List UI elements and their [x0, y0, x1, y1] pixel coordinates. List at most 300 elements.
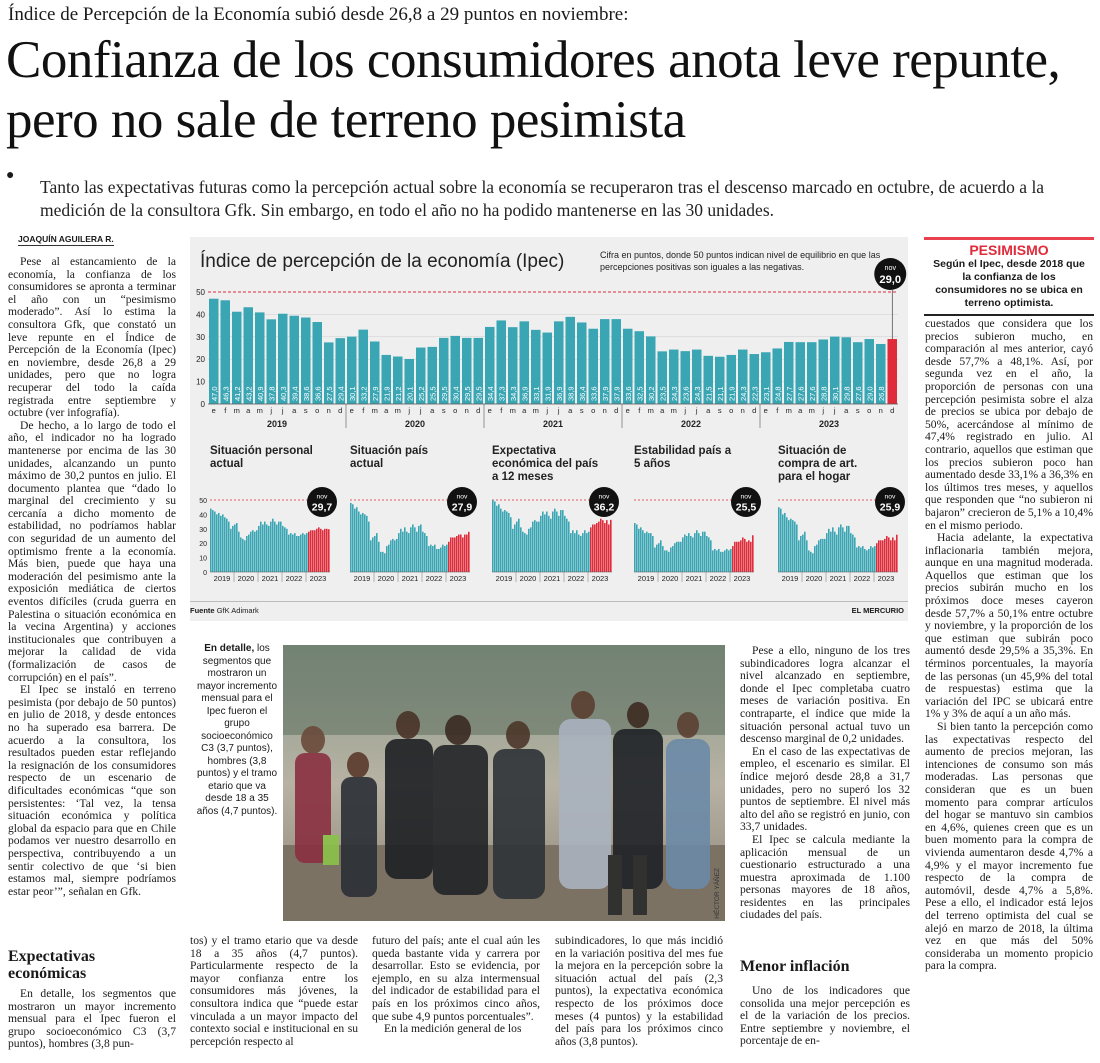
main-bar-data-label: 41,2: [232, 386, 242, 401]
small-bar: [584, 530, 586, 572]
small-bar: [542, 512, 544, 572]
small-bar: [412, 524, 414, 572]
main-bar-data-label: 30,1: [830, 386, 840, 401]
small-bar: [698, 533, 700, 572]
small-bar: [266, 524, 268, 572]
small-bar: [454, 537, 456, 572]
small-bar: [260, 522, 262, 572]
main-x-year-label: 2022: [680, 419, 702, 429]
small-bar: [560, 510, 562, 572]
small-bar: [660, 540, 662, 572]
paragraph: En la medición general de los: [384, 1022, 522, 1036]
small-x-year-label: 2021: [261, 574, 279, 583]
main-bar-data-label: 22,3: [750, 386, 760, 401]
small-bar: [738, 542, 740, 572]
small-bar: [492, 500, 494, 572]
small-bar: [444, 546, 446, 572]
small-bar: [602, 520, 604, 572]
main-bar-data-label: 24,8: [773, 386, 783, 401]
small-bar: [438, 549, 440, 572]
main-bar-data-label: 24,3: [669, 386, 679, 401]
small-bar: [668, 552, 670, 572]
small-chart-title: [210, 445, 313, 470]
main-bar-data-label: 37,9: [612, 386, 622, 401]
main-x-month-label: m: [256, 406, 263, 415]
small-bar: [298, 536, 300, 572]
small-chart-title-line: Estabilidad país a: [634, 445, 732, 457]
small-bar: [286, 529, 288, 572]
main-x-month-label: j: [546, 406, 549, 415]
small-x-year-label: 2021: [829, 574, 847, 583]
small-bar: [652, 536, 654, 572]
small-bar: [802, 535, 804, 572]
small-bar: [686, 536, 688, 572]
main-x-month-label: m: [647, 406, 654, 415]
small-bar: [798, 540, 800, 572]
subhead-expectativas: Expectativas económicas: [8, 948, 96, 982]
small-highlight-label: nov: [598, 493, 610, 501]
main-bar-data-label: 27,7: [784, 386, 794, 401]
main-x-month-label: d: [338, 406, 343, 415]
small-bar: [450, 537, 452, 572]
small-highlight-value: 36,2: [593, 501, 615, 514]
small-highlight-label: nov: [740, 493, 752, 501]
small-bar: [822, 539, 824, 572]
lead-bullet-icon: ●: [6, 168, 15, 183]
main-x-month-label: s: [855, 406, 860, 415]
small-bar: [844, 532, 846, 572]
main-bar-data-label: 34,4: [485, 386, 495, 401]
small-bar: [752, 535, 754, 572]
small-bar: [410, 527, 412, 572]
small-bar: [604, 523, 606, 572]
main-x-month-label: j: [419, 406, 422, 415]
small-bar: [278, 522, 280, 572]
main-bar-data-label: 23,1: [761, 386, 771, 401]
small-bar: [582, 533, 584, 572]
small-bar: [524, 533, 526, 572]
main-bar-data-label: 40,9: [255, 386, 265, 401]
small-bar: [446, 545, 448, 572]
small-bar: [540, 516, 542, 572]
small-bar: [640, 527, 642, 572]
main-bar-data-label: 43,2: [244, 386, 254, 401]
main-bar-data-label: 21,9: [382, 386, 392, 401]
small-bar: [254, 532, 256, 572]
small-bar: [576, 530, 578, 572]
small-bar: [316, 529, 318, 572]
small-bar: [862, 546, 864, 572]
small-bar: [688, 533, 690, 572]
small-bar: [648, 533, 650, 572]
small-x-year-label: 2023: [309, 574, 327, 583]
small-bar: [360, 514, 362, 572]
small-y-tick-label: 50: [199, 498, 207, 505]
small-bar: [236, 523, 238, 572]
small-x-year-label: 2023: [591, 574, 609, 583]
small-bar: [280, 522, 282, 572]
small-bar: [420, 524, 422, 572]
paragraph: De hecho, a lo largo de todo el año, el indicador no ha logrado mantenerse por encima de las 30 unidades, alcanzando un punto máximo de 30,2 puntos en julio. El documento plantea que “dado lo marginal del crecimiento y su cercanía a dicho momento de estabilidad, no podríamos hablar con seguridad de un aumento del optimismo frente a la economía. Más bien, puede que haya una moderación del pesimismo ante la exposición mediática de ciertos eventos difíciles (cruda guerra en Palestina o situación económica en la vecina Argentina) y acciones institucionales que contribuyen a mejorar la calidad de vida (formalización de casos de corrupción) en el país”.: [8, 418, 176, 684]
small-bar: [430, 545, 432, 572]
main-bar-data-label: 27,6: [853, 386, 863, 401]
main-x-month-label: o: [591, 406, 596, 415]
main-y-tick-label: 20: [196, 355, 205, 365]
small-bar: [212, 510, 214, 572]
small-bar: [406, 532, 408, 572]
small-bar: [352, 504, 354, 572]
small-bar: [354, 509, 356, 572]
small-bar: [248, 535, 250, 572]
small-bar: [800, 536, 802, 572]
subhead-menor-inflacion: Menor inflación: [740, 958, 850, 975]
small-bar: [838, 527, 840, 572]
main-bar-data-label: 20,1: [405, 386, 415, 401]
small-bar: [608, 524, 610, 572]
small-bar: [384, 553, 386, 572]
small-bar: [864, 549, 866, 572]
article-column-c: [555, 935, 723, 1048]
main-bar-data-label: 29,5: [439, 386, 449, 401]
main-highlight-label: nov: [884, 263, 897, 272]
small-bar: [362, 513, 364, 572]
small-bar: [262, 524, 264, 572]
small-bar: [600, 519, 602, 572]
main-x-month-label: j: [695, 406, 698, 415]
infographic: [190, 237, 908, 621]
paragraph: tos) y el tramo etario que va desde 18 a 35 años (4,7 puntos). Particularmente respecto de la mayor confianza entre los consumidores más jóvenes, la consultora indica que “puede estar vinculada a un mayor impacto del contexto social e institucional en su percepción respecto al: [190, 934, 358, 1048]
small-bar: [890, 540, 892, 572]
small-bar: [308, 532, 310, 572]
small-bar: [300, 535, 302, 572]
sidebar-title: PESIMISMO: [969, 242, 1049, 258]
main-x-month-label: a: [292, 406, 297, 415]
main-x-month-label: a: [706, 406, 711, 415]
small-x-year-label: 2023: [733, 574, 751, 583]
small-chart-title: [634, 445, 732, 470]
paragraph: El Ipec se instaló en terreno pesimista (por debajo de 50 puntos) en julio de 2018, y desde entonces no ha superado esa barrera. De acuerdo a la consultora, los resultados pueden estar reflejando la resignación de los consumidores respecto de un escenario de dificultades económicas “que son persistentes: ‘Tal vez, la tensa situación económica y política global da espacio para que en Chile podamos ver nuestro desarrollo en perspectiva, contribuyendo a un sentir colectivo de que ‘si bien estamos mal, siempre podríamos estar peor’”, señalan en Gfk.: [8, 683, 176, 898]
small-bar: [790, 519, 792, 572]
small-x-year-label: 2022: [567, 574, 585, 583]
main-bar-data-label: 36,9: [554, 386, 564, 401]
small-bar: [824, 539, 826, 572]
small-bar: [390, 540, 392, 572]
small-bar: [324, 529, 326, 572]
small-x-year-label: 2021: [543, 574, 561, 583]
small-bar: [356, 507, 358, 572]
small-bar: [496, 506, 498, 572]
small-bar: [536, 522, 538, 572]
small-highlight-value: 25,5: [735, 501, 757, 514]
small-highlight-value: 25,9: [879, 501, 901, 514]
small-bar: [294, 533, 296, 572]
main-bar-data-label: 47,0: [209, 386, 219, 401]
small-bar: [700, 536, 702, 572]
main-y-tick-label: 10: [196, 377, 205, 387]
main-bar-data-label: 26,8: [876, 386, 886, 401]
main-x-month-label: j: [684, 406, 687, 415]
small-bar: [722, 552, 724, 572]
paragraph: futuro del país; ante el cual aún les queda bastante vida y carrera por desarrollar. Esto se evidencia, por ejemplo, en su alza intermensual del indicador de estabilidad para el país en los próximos cinco años, que sube 4,9 puntos porcentuales”.: [372, 934, 540, 1023]
small-bar: [714, 549, 716, 572]
small-bar: [804, 532, 806, 572]
small-highlight-label: nov: [456, 493, 468, 501]
small-highlight-value: 27,9: [451, 501, 473, 514]
small-bar: [288, 535, 290, 572]
small-bar: [452, 537, 454, 572]
small-bar: [718, 549, 720, 572]
small-bar: [816, 545, 818, 572]
small-bar: [672, 546, 674, 572]
small-bar: [572, 530, 574, 572]
main-x-month-label: m: [394, 406, 401, 415]
small-bar: [508, 513, 510, 572]
small-bar: [546, 512, 548, 572]
small-bar: [270, 522, 272, 572]
small-bar: [830, 532, 832, 572]
main-x-month-label: s: [579, 406, 584, 415]
small-bar: [222, 514, 224, 572]
main-bar-data-label: 36,4: [577, 386, 587, 401]
small-bar: [792, 520, 794, 572]
small-bar: [596, 523, 598, 572]
main-x-month-label: e: [349, 406, 354, 415]
small-bar: [528, 529, 530, 572]
small-bar: [314, 530, 316, 572]
small-x-year-label: 2020: [805, 574, 823, 583]
main-bar-data-label: 25,5: [428, 386, 438, 401]
infographic-note: Cifra en puntos, donde 50 puntos indican nivel de equilibrio en que las percepciones positivas son iguales a las negativas.: [600, 250, 881, 272]
small-bar: [780, 509, 782, 572]
small-bar: [306, 533, 308, 572]
small-bar: [532, 522, 534, 572]
main-y-tick-label: 40: [196, 310, 205, 320]
small-bar: [678, 542, 680, 572]
main-bar-data-label: 29,5: [474, 386, 484, 401]
main-x-month-label: f: [638, 406, 641, 415]
small-bar: [706, 536, 708, 572]
small-bar: [396, 539, 398, 572]
small-chart-title-line: actual: [210, 458, 244, 470]
main-bar-data-label: 39,4: [290, 386, 300, 401]
small-bar: [880, 540, 882, 572]
small-bar: [386, 546, 388, 572]
small-bar: [634, 523, 636, 572]
small-bar: [326, 529, 328, 572]
main-x-month-label: f: [776, 406, 779, 415]
small-bar: [522, 532, 524, 572]
small-bar: [418, 526, 420, 572]
main-bar-data-label: 24,3: [692, 386, 702, 401]
main-bar-data-label: 25,2: [416, 386, 426, 401]
main-bar-data-label: 33,6: [623, 386, 633, 401]
small-bar: [892, 537, 894, 572]
small-bar: [826, 533, 828, 572]
article-column-far-right: [925, 318, 1093, 973]
small-chart-title-line: económica del país: [492, 458, 599, 470]
small-bar: [426, 536, 428, 572]
small-chart-title-line: Situación país: [350, 445, 428, 457]
small-bar: [642, 530, 644, 572]
small-bar: [886, 536, 888, 572]
small-bar: [404, 527, 406, 572]
small-bar: [744, 539, 746, 572]
paragraph: El Ipec se calcula mediante la aplicación mensual de un cuestionario estructurado a una muestra aproximada de 1.100 personas mayores de 18 años, residentes en las principales ciudades del país.: [740, 832, 910, 922]
small-bar: [872, 548, 874, 572]
small-chart-title-line: 5 años: [634, 458, 671, 470]
small-bar: [416, 532, 418, 572]
article-column-a: [190, 935, 358, 1048]
small-bar: [598, 522, 600, 572]
small-bar: [894, 540, 896, 572]
main-x-month-label: s: [717, 406, 722, 415]
small-x-year-label: 2022: [709, 574, 727, 583]
paragraph: En el caso de las expectativas de empleo, el escenario es similar. El índice mejoró desde 28,8 a 31,7 unidades, pero no superó los 32 puntos de septiembre. El nivel más alto del año se registró en junio, con 33,7 unidades.: [740, 744, 910, 834]
small-bar: [712, 550, 714, 572]
main-bar-data-label: 21,9: [727, 386, 737, 401]
small-bar: [468, 532, 470, 572]
small-bar: [810, 552, 812, 572]
small-bar: [250, 532, 252, 572]
small-chart-title: [492, 445, 598, 483]
small-bar: [870, 546, 872, 572]
small-bar: [832, 527, 834, 572]
small-chart-title: [778, 445, 857, 483]
main-x-month-label: j: [833, 406, 836, 415]
main-bar-data-label: 30,2: [646, 386, 656, 401]
small-bar: [422, 532, 424, 572]
small-bar: [556, 512, 558, 572]
main-x-month-label: o: [315, 406, 320, 415]
main-bar-data-label: 23,5: [658, 386, 668, 401]
small-bar: [388, 545, 390, 572]
main-bar-data-label: 33,2: [359, 386, 369, 401]
small-x-year-label: 2019: [637, 574, 655, 583]
small-bar: [292, 535, 294, 572]
small-bar: [506, 512, 508, 572]
small-bar: [392, 539, 394, 572]
main-x-month-label: m: [670, 406, 677, 415]
main-bar-data-label: 36,9: [520, 386, 530, 401]
small-bar: [566, 519, 568, 572]
main-bar-data-label: 27,5: [324, 386, 334, 401]
small-bar: [682, 537, 684, 572]
main-bar-data-label: 29,4: [336, 386, 346, 401]
small-bar: [432, 546, 434, 572]
small-bar: [382, 552, 384, 572]
small-bar: [748, 540, 750, 572]
small-bar: [554, 509, 556, 572]
main-x-month-label: m: [233, 406, 240, 415]
small-bar: [372, 537, 374, 572]
small-bar: [350, 503, 352, 572]
small-bar: [548, 516, 550, 572]
main-x-month-label: m: [532, 406, 539, 415]
main-bar-data-label: 29,8: [842, 386, 852, 401]
small-bar: [842, 527, 844, 572]
main-bar-data-label: 27,6: [807, 386, 817, 401]
small-bar: [574, 533, 576, 572]
small-bar: [878, 540, 880, 572]
main-bar-data-label: 37,8: [267, 386, 277, 401]
small-bar: [460, 535, 462, 572]
small-bar: [368, 522, 370, 572]
small-bar: [310, 530, 312, 572]
small-bar: [876, 543, 878, 572]
byline: JOAQUÍN AGUILERA R.: [18, 234, 114, 244]
main-bar-data-label: 34,3: [508, 386, 518, 401]
main-bar-data-label: 30,4: [451, 386, 461, 401]
small-bar: [558, 516, 560, 572]
small-bar: [228, 522, 230, 572]
small-bar: [312, 530, 314, 572]
small-bar: [538, 522, 540, 572]
small-bar: [650, 533, 652, 572]
small-bar: [550, 519, 552, 572]
small-bar: [226, 519, 228, 572]
small-bar: [562, 510, 564, 572]
small-bar: [434, 545, 436, 572]
main-x-month-label: n: [602, 406, 607, 415]
small-bar: [218, 513, 220, 572]
main-x-month-label: f: [362, 406, 365, 415]
sidebar-pesimismo: [924, 237, 1094, 316]
small-bar: [592, 524, 594, 572]
small-bar: [690, 536, 692, 572]
small-bar: [516, 522, 518, 572]
main-bar-data-label: 27,6: [796, 386, 806, 401]
small-chart-title-line: Expectativa: [492, 445, 556, 457]
small-bar: [836, 535, 838, 572]
small-bar: [214, 512, 216, 572]
small-bar: [440, 548, 442, 572]
main-x-month-label: j: [557, 406, 560, 415]
main-bar-data-label: 33,6: [589, 386, 599, 401]
small-bar: [244, 540, 246, 572]
small-y-tick-label: 20: [199, 541, 207, 549]
main-x-month-label: m: [509, 406, 516, 415]
small-bar: [544, 514, 546, 572]
small-x-year-label: 2019: [213, 574, 231, 583]
small-bar: [322, 530, 324, 572]
small-bar: [868, 549, 870, 572]
small-chart-title-line: para el hogar: [778, 471, 851, 483]
small-bar: [846, 526, 848, 572]
small-y-tick-label: 10: [199, 555, 207, 563]
small-bar: [654, 548, 656, 572]
small-bar: [494, 501, 496, 572]
small-bar: [402, 532, 404, 572]
street-photo: [283, 645, 725, 921]
main-bar-data-label: 40,3: [278, 386, 288, 401]
small-bar: [530, 527, 532, 572]
article-column-left: [8, 256, 176, 898]
small-bar: [216, 514, 218, 572]
small-bar: [436, 549, 438, 572]
paragraph: Uno de los indicadores que consolida una mejor percepción es el de la variación de los precios. Entre septiembre y noviembre, el porcentaje de en-: [740, 984, 910, 1048]
small-bar: [858, 546, 860, 572]
small-bar: [704, 532, 706, 572]
small-bar: [734, 542, 736, 572]
main-bar-data-label: 36,6: [313, 386, 323, 401]
photo-credit: HÉCTOR YÁÑEZ: [714, 868, 721, 919]
main-x-month-label: a: [798, 406, 803, 415]
main-x-month-label: m: [785, 406, 792, 415]
small-bar: [252, 530, 254, 572]
small-bar: [296, 536, 298, 572]
small-bar: [518, 519, 520, 572]
small-bar: [220, 516, 222, 572]
